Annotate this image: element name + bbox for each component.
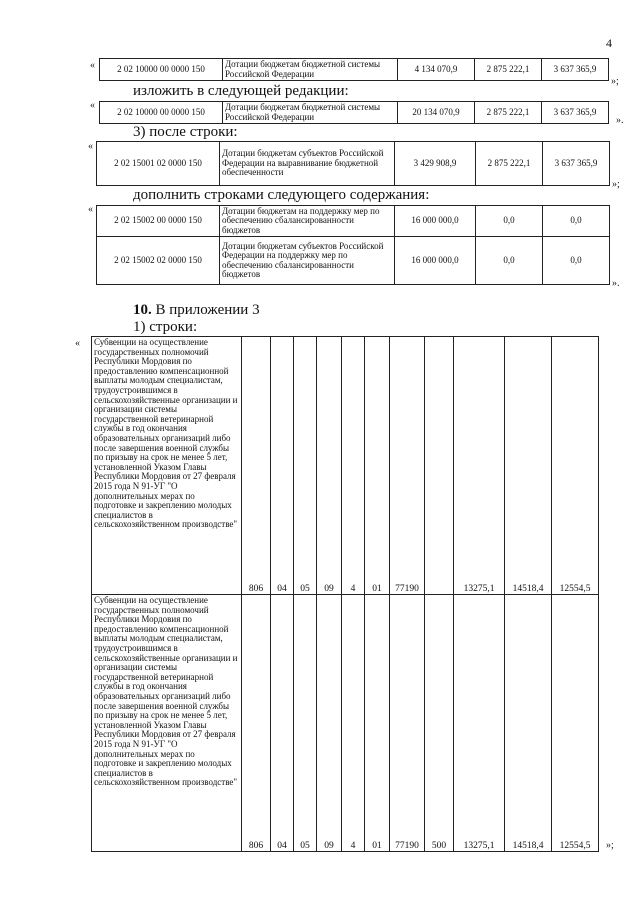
cell-c6: 01 xyxy=(365,595,390,852)
row-name: Дотации бюджетам бюджетной системы Российской Федерации xyxy=(223,102,398,124)
cell-c10: 14518,4 xyxy=(505,337,552,595)
cell-c7: 77190 xyxy=(390,595,425,852)
table-row xyxy=(92,337,599,595)
row-value-3: 3 637 365,9 xyxy=(542,59,609,81)
quote-open: « xyxy=(88,141,93,152)
cell-c4: 09 xyxy=(317,337,342,595)
quote-open: « xyxy=(75,338,80,349)
row-name: Дотации бюджетам бюджетной системы Российской Федерации xyxy=(223,59,398,81)
cell-c5: 4 xyxy=(342,595,365,852)
cell-c3: 05 xyxy=(294,337,317,595)
row-description: Субвенции на осуществление государственных полномочий Республики Мордовия по предоставлению компенсационной выплаты молодым специалистам, трудоустроившимся в сельскохозяйственные организации и организации системы государственной ветеринарной службы в год окончания образовательных организаций либо после завершения военной службы по призыву на срок не менее 5 лет, установленной Указом Главы Республики Мордовия от 27 февраля 2015 года N 91-УГ "О дополнительных мерах по подготовке и закреплению молодых специалистов в сельскохозяйственном производстве" xyxy=(92,337,242,595)
table-row xyxy=(97,142,610,186)
cell-c5: 4 xyxy=(342,337,365,595)
row-value-2: 2 875 222,1 xyxy=(475,102,542,124)
heading-izlozhit: изложить в следующей редакции: xyxy=(133,83,349,99)
row-code: 2 02 10000 00 0000 150 xyxy=(100,102,223,124)
row-value-1: 16 000 000,0 xyxy=(395,206,476,237)
row-code: 2 02 15002 00 0000 150 xyxy=(97,206,220,237)
table-block1 xyxy=(99,58,609,81)
cell-c8 xyxy=(425,337,454,595)
cell-c11: 12554,5 xyxy=(552,595,599,852)
cell-c7: 77190 xyxy=(390,337,425,595)
table-row xyxy=(92,595,599,852)
row-value-3: 3 637 365,9 xyxy=(542,102,609,124)
quote-close: »; xyxy=(611,76,619,87)
cell-c11: 12554,5 xyxy=(552,337,599,595)
row-code: 2 02 15001 02 0000 150 xyxy=(97,142,220,186)
quote-close: ». xyxy=(612,278,620,289)
row-value-2: 2 875 222,1 xyxy=(475,59,542,81)
table-block4 xyxy=(96,205,610,285)
heading-posle: 3) после строки: xyxy=(133,124,238,140)
cell-c1: 806 xyxy=(242,595,271,852)
row-code: 2 02 10000 00 0000 150 xyxy=(100,59,223,81)
cell-c2: 04 xyxy=(271,337,294,595)
quote-open: « xyxy=(88,204,93,215)
heading-dopolnit: дополнить строками следующего содержания: xyxy=(133,187,430,203)
table-block2 xyxy=(99,101,609,124)
cell-c2: 04 xyxy=(271,595,294,852)
table-row xyxy=(100,102,609,124)
row-value-3: 3 637 365,9 xyxy=(543,142,610,186)
cell-c6: 01 xyxy=(365,337,390,595)
cell-c9: 13275,1 xyxy=(454,337,505,595)
cell-c9: 13275,1 xyxy=(454,595,505,852)
quote-open: « xyxy=(90,60,95,71)
row-value-1: 4 134 070,9 xyxy=(398,59,475,81)
table-row xyxy=(97,237,610,285)
row-value-2: 0,0 xyxy=(476,206,543,237)
row-value-1: 16 000 000,0 xyxy=(395,237,476,285)
quote-open: « xyxy=(90,100,95,111)
quote-close: »; xyxy=(612,179,620,190)
row-value-1: 3 429 908,9 xyxy=(395,142,476,186)
row-name: Дотации бюджетам субъектов Российской Федерации на выравнивание бюджетной обеспеченности xyxy=(220,142,395,186)
quote-close: ». xyxy=(616,115,624,126)
table-appendix3 xyxy=(91,336,599,852)
table-row xyxy=(97,206,610,237)
table-block3 xyxy=(96,141,610,186)
row-name: Дотации бюджетам на поддержку мер по обеспечению сбалансированности бюджетов xyxy=(220,206,395,237)
row-value-2: 0,0 xyxy=(476,237,543,285)
row-value-1: 20 134 070,9 xyxy=(398,102,475,124)
row-value-3: 0,0 xyxy=(543,237,610,285)
page-number: 4 xyxy=(606,36,612,50)
row-name: Дотации бюджетам субъектов Российской Федерации на поддержку мер по обеспечению сбалансированности бюджетов xyxy=(220,237,395,285)
section-10-heading xyxy=(133,302,260,319)
cell-c1: 806 xyxy=(242,337,271,595)
subheading-stroki: 1) строки: xyxy=(133,319,198,335)
row-code: 2 02 15002 02 0000 150 xyxy=(97,237,220,285)
section-10-text: В приложении 3 xyxy=(155,302,260,318)
row-description: Субвенции на осуществление государственных полномочий Республики Мордовия по предоставлению компенсационной выплаты молодым специалистам, трудоустроившимся в сельскохозяйственные организации и организации системы государственной ветеринарной службы в год окончания образовательных организаций либо после завершения военной службы по призыву на срок не менее 5 лет, установленной Указом Главы Республики Мордовия от 27 февраля 2015 года N 91-УГ "О дополнительных мерах по подготовке и закреплению молодых специалистов в сельскохозяйственном производстве" xyxy=(92,595,242,852)
row-value-3: 0,0 xyxy=(543,206,610,237)
quote-close: »; xyxy=(606,840,614,851)
cell-c3: 05 xyxy=(294,595,317,852)
row-value-2: 2 875 222,1 xyxy=(476,142,543,186)
table-row xyxy=(100,59,609,81)
cell-c10: 14518,4 xyxy=(505,595,552,852)
section-10-number: 10. xyxy=(133,302,152,318)
cell-c4: 09 xyxy=(317,595,342,852)
cell-c8: 500 xyxy=(425,595,454,852)
